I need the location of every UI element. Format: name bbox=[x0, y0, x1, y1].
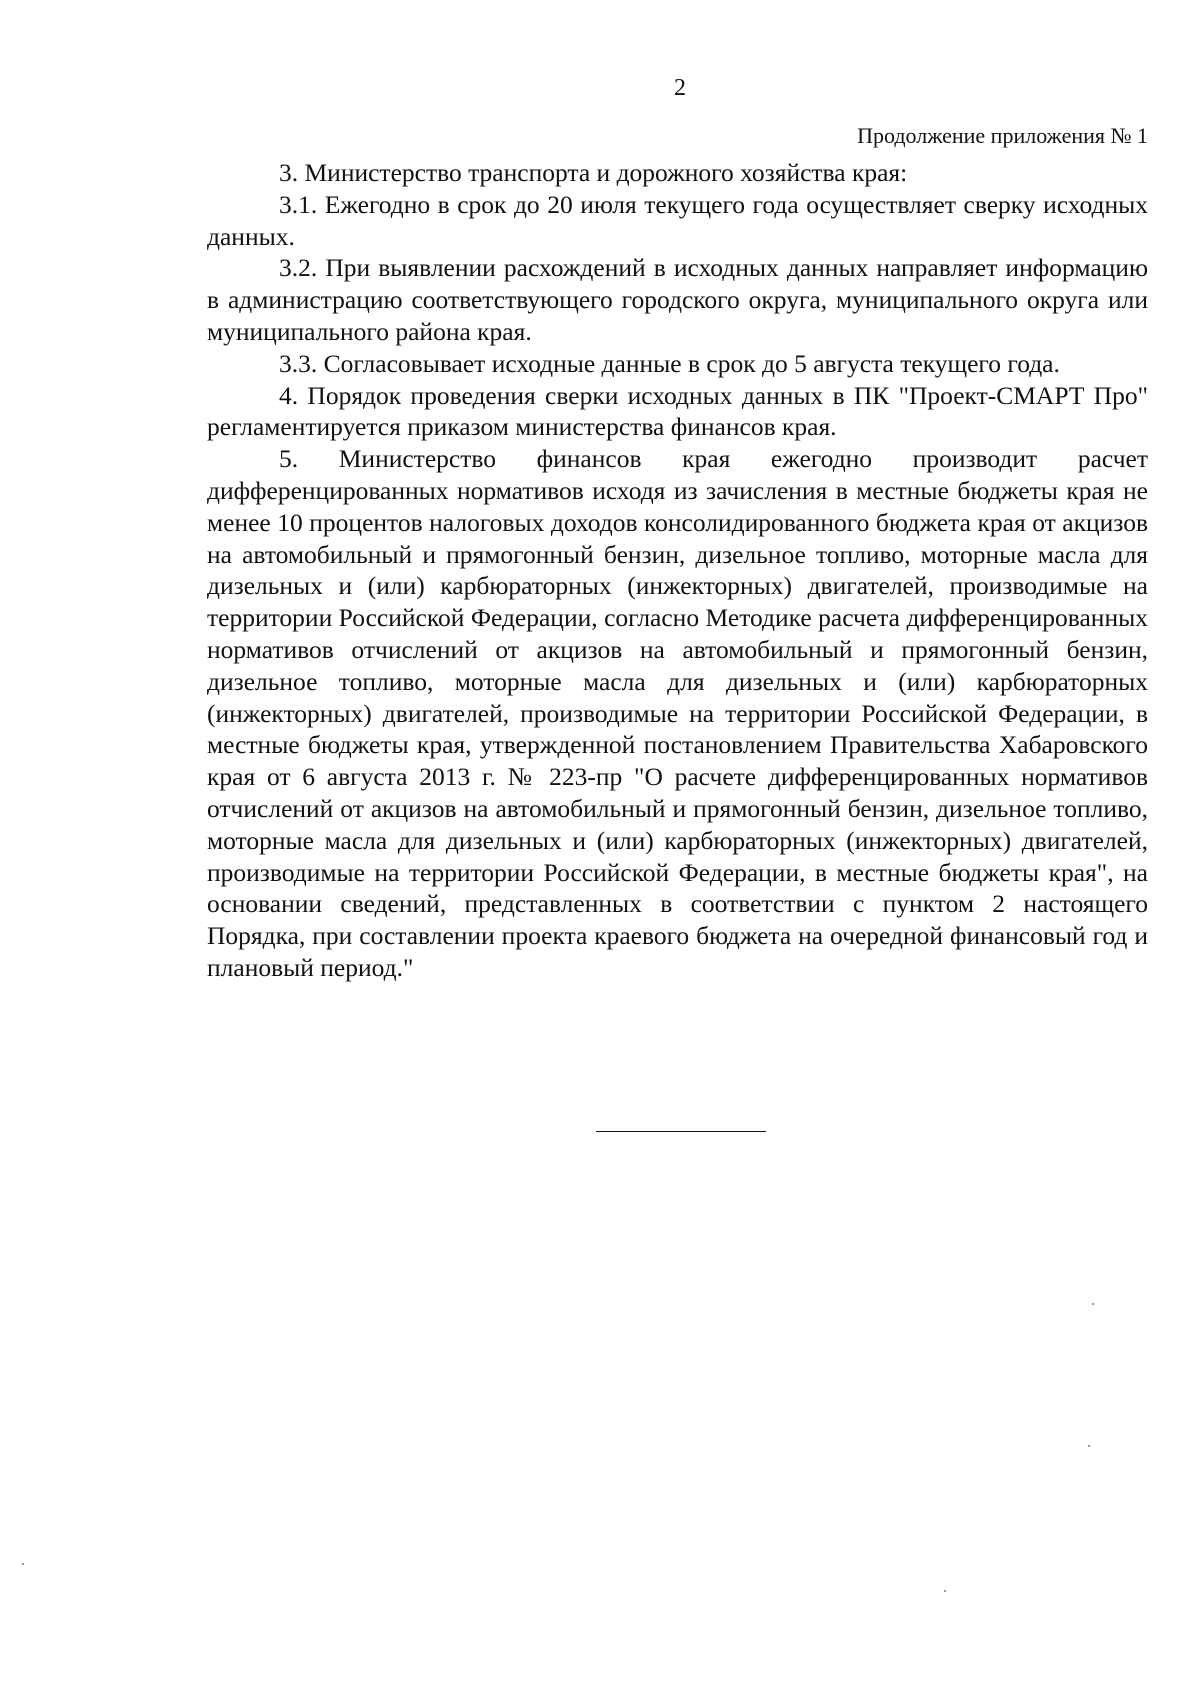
scan-speck bbox=[22, 1563, 24, 1565]
scan-speck bbox=[944, 1590, 946, 1592]
paragraph-3-1: 3.1. Ежегодно в срок до 20 июля текущего года осуществляет сверку исходных данных. bbox=[207, 189, 1148, 251]
paragraph-3: 3. Министерство транспорта и дорожного хозяйства края: bbox=[279, 158, 908, 187]
scan-speck bbox=[1092, 1303, 1094, 1305]
paragraph-4: 4. Порядок проведения сверки исходных данных в ПК "Проект-СМАРТ Про" регламентируется приказом министерства финансов края. bbox=[207, 380, 1148, 442]
scan-speck bbox=[1088, 1445, 1090, 1447]
paragraph-3-2: 3.2. При выявлении расхождений в исходных данных направляет информацию в администрацию соответствующего городского округа, муниципального округа или муниципального района края. bbox=[207, 253, 1148, 346]
end-separator-line bbox=[596, 1131, 766, 1132]
appendix-continuation-note: Продолжение приложения № 1 bbox=[857, 123, 1148, 148]
paragraph-5: 5. Министерство финансов края ежегодно производит расчет дифференцированных нормативов исходя из зачисления в местные бюджеты края не менее 10 процентов налоговых доходов консолидированного бюджета края от акцизов на автомобильный и прямогонный бензин, дизельное топливо, моторные масла для дизельных и (или) карбюраторных (инжекторных) двигателей, производимые на территории Российской Федерации, согласно Методике расчета дифференцированных нормативов отчислений от акцизов на автомобильный и прямогонный бензин, дизельное топливо, моторные масла для дизельных и (или) карбюраторных (инжекторных) двигателей, производимые на территории Российской Федерации, в местные бюджеты края, утвержденной постановлением Правительства Хабаровского края от 6 августа 2013 г. № 223-пр "О расчете дифференцированных нормативов отчислений от акцизов на автомобильный и прямогонный бензин, дизельное топливо, моторные масла для дизельных и (или) карбюраторных (инжекторных) двигателей, производимые на территории Российской Федерации, в местные бюджеты края", на основании сведений, представленных в соответствии с пунктом 2 настоящего Порядка, при составлении проекта краевого бюджета на очередной финансовый год и плановый период." bbox=[207, 444, 1148, 982]
page-number: 2 bbox=[674, 75, 686, 101]
paragraph-3-3: 3.3. Согласовывает исходные данные в срок до 5 августа текущего года. bbox=[279, 348, 1060, 378]
document-body bbox=[207, 157, 1148, 984]
